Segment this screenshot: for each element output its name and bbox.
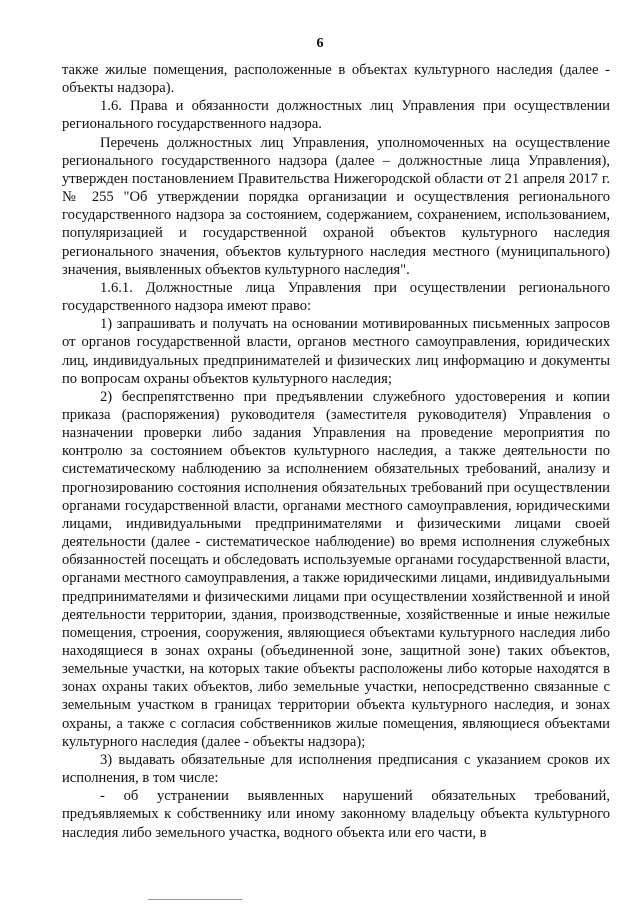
paragraph: Перечень должностных лиц Управления, уполномоченных на осуществление регионального государственного надзора (далее – должностные лица Управления), утвержден постановлением Правительства Нижегородской области от 21 апреля 2017 г. № 255 "Об утверждении порядка организации и осуществления регионального государственного надзора за состоянием, содержанием, сохранением, использованием, популяризацией и государственной охраной объектов культурного наследия регионального значения, объектов культурного наследия местного (муниципального) значения, выявленных объектов культурного наследия". xyxy=(62,134,610,278)
paragraph-continuation: также жилые помещения, расположенные в объектах культурного наследия (далее - объекты надзора). xyxy=(62,62,610,97)
paragraph-list-item: 2) беспрепятственно при предъявлении служебного удостоверения и копии приказа (распоряжения) руководителя (заместителя руководителя) Управления о назначении проверки либо задания Управления на проведение мероприятия по контролю за состоянием объектов культурного наследия, а также деятельности по систематическому наблюдению за исполнением обязательных требований, анализу и прогнозированию состояния исполнения обязательных требований при осуществлении органами государственной власти, органами местного самоуправления, юридическими лицами, индивидуальными предпринимателями и физическими лицами своей деятельности (далее - систематическое наблюдение) во время исполнения служебных обязанностей посещать и обследовать используемые органами государственной власти, органами местного самоуправления, а также юридическими лицами, индивидуальными предпринимателями и физическими лицами при осуществлении хозяйственной и иной деятельности территории, здания, производственные, хозяйственные и иные нежилые помещения, строения, сооружения, являющиеся объектами культурного наследия либо находящиеся в зонах охраны (объединенной зоне, защитной зоне) таких объектов, земельные участки, на которых такие объекты расположены либо которые находятся в зонах охраны таких объектов, либо земельные участки, непосредственно связанные с земельным участком в границах территории объекта культурного наследия, и зонах охраны, а также с согласия собственников жилые помещения, являющиеся объектами культурного наследия (далее - объекты надзора); xyxy=(62,388,610,750)
paragraph-dash-item: - об устранении выявленных нарушений обязательных требований, предъявляемых к собственнику или иному законному владельцу объекта культурного наследия либо земельного участка, водного объекта или его части, в xyxy=(62,788,610,841)
document-body xyxy=(62,61,610,842)
paragraph-list-item: 1) запрашивать и получать на основании мотивированных письменных запросов от органов государственной власти, органов местного самоуправления, юридических лиц, индивидуальных предпринимателей и физических лиц информацию и документы по вопросам охраны объектов культурного наследия; xyxy=(62,316,610,387)
page-number: 6 xyxy=(316,36,324,51)
footer-line xyxy=(148,899,242,900)
paragraph-subsection-heading: 1.6.1. Должностные лица Управления при осуществлении регионального государственного надзора имеют право: xyxy=(62,279,610,315)
paragraph-list-item: 3) выдавать обязательные для исполнения предписания с указанием сроков их исполнения, в том числе: xyxy=(62,751,610,787)
paragraph-section-heading: 1.6. Права и обязанности должностных лиц Управления при осуществлении регионального государственного надзора. xyxy=(62,98,610,133)
